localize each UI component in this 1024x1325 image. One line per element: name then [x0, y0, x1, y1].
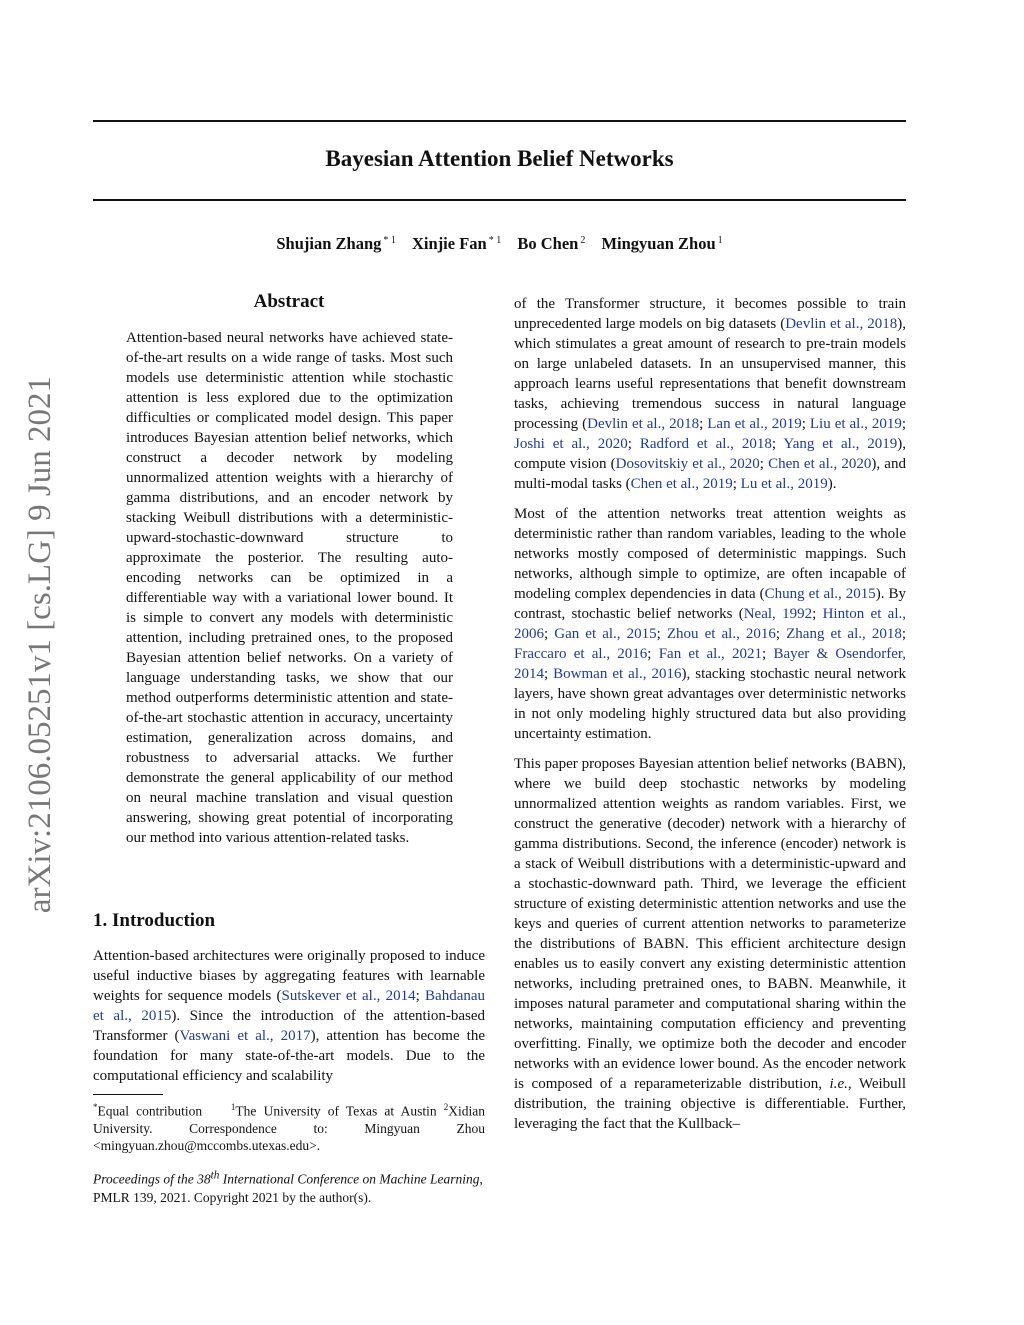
- citation-link[interactable]: Sutskever et al., 2014: [281, 988, 416, 1004]
- abstract-body: Attention-based neural networks have achieved state-of-the-art results on a wide range of tasks. Most such models use deterministic attention while stochastic attention is less explored due to the optimization difficulties or complicated model design. This paper introduces Bayesian attention belief networks, which construct a decoder network by modeling unnormalized attention weights with a hierarchy of gamma distributions, and an encoder network by stacking Weibull distributions with a deterministic-upward-stochastic-downward structure to approximate the posterior. The resulting auto-encoding networks can be optimized in a differentiable way with a variational lower bound. It is simple to convert any models with deterministic attention, including pretrained ones, to the proposed Bayesian attention belief networks. On a variety of language understanding tasks, we show that our method outperforms deterministic attention and state-of-the-art stochastic attention in accuracy, uncertainty estimation, generalization across domains, and robustness to adversarial attacks. We further demonstrate the general applicability of our method on neural machine translation and visual question answering, showing great potential of incorporating our method into various attention-related tasks.: [126, 330, 453, 846]
- citation-link[interactable]: Chen et al., 2019: [630, 476, 733, 492]
- citation-link[interactable]: Devlin et al., 2018: [587, 416, 700, 432]
- citation-link[interactable]: Liu et al., 2019: [809, 416, 902, 432]
- intro-paragraph-1: Attention-based architectures were originally proposed to induce useful inductive biases by aggregating features with learnable weights for sequence models (Sutskever et al., 2014; Bahdanau et al., 2015). Since the introduction of the attention-based Transformer (Vaswani et al., 2017), attention has become the foundation for many state-of-the-art models. Due to the computational efficiency and scalability: [93, 948, 486, 1084]
- citation-link[interactable]: Dosovitskiy et al., 2020: [615, 456, 760, 472]
- right-paragraph-3: This paper proposes Bayesian attention belief networks (BABN), where we build deep stochastic networks by modeling unnormalized attention weights as random variables. First, we construct the generative (decoder) network with a hierarchy of gamma distributions. Second, the inference (encoder) network is a stack of Weibull distributions with a deterministic-upward and a stochastic-downward path. Third, we leverage the efficient structure of existing deterministic attention networks and use the keys and queries of current attention networks to parameterize the distributions of BABN. This efficient architecture design enables us to easily convert any existing deterministic attention networks, including pretrained ones, to BABN. Meanwhile, it imposes natural parameter and computational sharing within the networks, maintaining computation efficiency and preventing overfitting. Finally, we optimize both the decoder and encoder networks with an evidence lower bound. As the encoder network is composed of a reparameterizable distribution, i.e., Weibull distribution, the training objective is differentiable. Further, leveraging the fact that the Kullback–: [514, 756, 906, 1132]
- citation-link[interactable]: Lan et al., 2019: [707, 416, 802, 432]
- citation-link[interactable]: Neal, 1992: [743, 606, 813, 622]
- intro-heading: 1. Introduction: [93, 910, 216, 931]
- citation-link[interactable]: Fan et al., 2021: [658, 646, 763, 662]
- citation-link[interactable]: Zhang et al., 2018: [786, 626, 902, 642]
- citation-link[interactable]: Joshi et al., 2020: [514, 436, 628, 452]
- citation-link[interactable]: Lu et al., 2019: [740, 476, 828, 492]
- abstract-heading: Abstract: [253, 291, 325, 312]
- arxiv-id: arXiv:2106.05251v1 [cs.LG] 9 Jun 2021: [21, 376, 58, 914]
- right-column: [514, 294, 906, 1144]
- author-4: Mingyuan Zhou $^1$: [601, 234, 723, 253]
- citation-link[interactable]: Yang et al., 2019: [783, 436, 898, 452]
- citation-link[interactable]: Devlin et al., 2018: [785, 316, 898, 332]
- paper-title: Bayesian Attention Belief Networks: [325, 146, 674, 171]
- author-3: Bo Chen $^2$: [517, 234, 586, 253]
- footnote: *Equal contribution $^1$The University of Texas at Austin $^2$Xidian University. Correspondence to: Mingyuan Zhou <mingyuan.zhou@mccombs.utexas.edu>.: [93, 1102, 486, 1153]
- author-1: Shujian Zhang $^{* 1}$: [276, 234, 396, 253]
- citation-link[interactable]: Bayer & Osendorfer, 2014: [514, 646, 907, 682]
- author-2: Xinjie Fan $^{* 1}$: [412, 234, 502, 253]
- citation-link[interactable]: Bahdanau et al., 2015: [93, 988, 486, 1024]
- footnote-rule: [93, 1094, 163, 1095]
- author-2-mark: * 1: [488, 235, 502, 246]
- title-bottom-rule: [93, 199, 906, 201]
- author-list: [93, 234, 906, 254]
- arxiv-stamp: [18, 360, 62, 930]
- citation-link[interactable]: Radford et al., 2018: [639, 436, 772, 452]
- citation-link[interactable]: Zhou et al., 2016: [666, 626, 776, 642]
- proceedings-note: Proceedings of the 38th International Conference on Machine Learning, PMLR 139, 2021. Copyright 2021 by the author(s).: [93, 1169, 483, 1205]
- citation-link[interactable]: Chen et al., 2020: [768, 456, 872, 472]
- author-4-mark: 1: [717, 235, 723, 246]
- citation-link[interactable]: Vaswani et al., 2017: [179, 1028, 311, 1044]
- citation-link[interactable]: Gan et al., 2015: [554, 626, 657, 642]
- citation-link[interactable]: Hinton et al., 2006: [514, 606, 906, 642]
- citation-link[interactable]: Bowman et al., 2016: [553, 666, 682, 682]
- right-paragraph-2: Most of the attention networks treat attention weights as deterministic rather than random variables, leading to the whole networks mostly composed of deterministic mappings. Such networks, although simple to optimize, are often incapable of modeling complex dependencies in data (Chung et al., 2015). By contrast, stochastic belief networks (Neal, 1992; Hinton et al., 2006; Gan et al., 2015; Zhou et al., 2016; Zhang et al., 2018; Fraccaro et al., 2016; Fan et al., 2021; Bayer & Osendorfer, 2014; Bowman et al., 2016), stacking stochastic neural network layers, have shown great advantages over deterministic networks in not only modeling highly structured data but also providing uncertainty estimation.: [514, 506, 907, 742]
- right-paragraph-1: of the Transformer structure, it becomes possible to train unprecedented large models on big datasets (Devlin et al., 2018), which stimulates a great amount of research to pre-train models on large unlabeled datasets. In an unsupervised manner, this approach learns useful representations that benefit downstream tasks, achieving tremendous success in natural language processing (Devlin et al., 2018; Lan et al., 2019; Liu et al., 2019; Joshi et al., 2020; Radford et al., 2018; Yang et al., 2019), compute vision (Dosovitskiy et al., 2020; Chen et al., 2020), and multi-modal tasks (Chen et al., 2019; Lu et al., 2019).: [514, 296, 907, 492]
- citation-link[interactable]: Chung et al., 2015: [764, 586, 876, 602]
- author-1-mark: * 1: [383, 235, 396, 246]
- citation-link[interactable]: Fraccaro et al., 2016: [514, 646, 648, 662]
- author-3-mark: 2: [580, 235, 586, 246]
- title-top-rule: [93, 120, 906, 122]
